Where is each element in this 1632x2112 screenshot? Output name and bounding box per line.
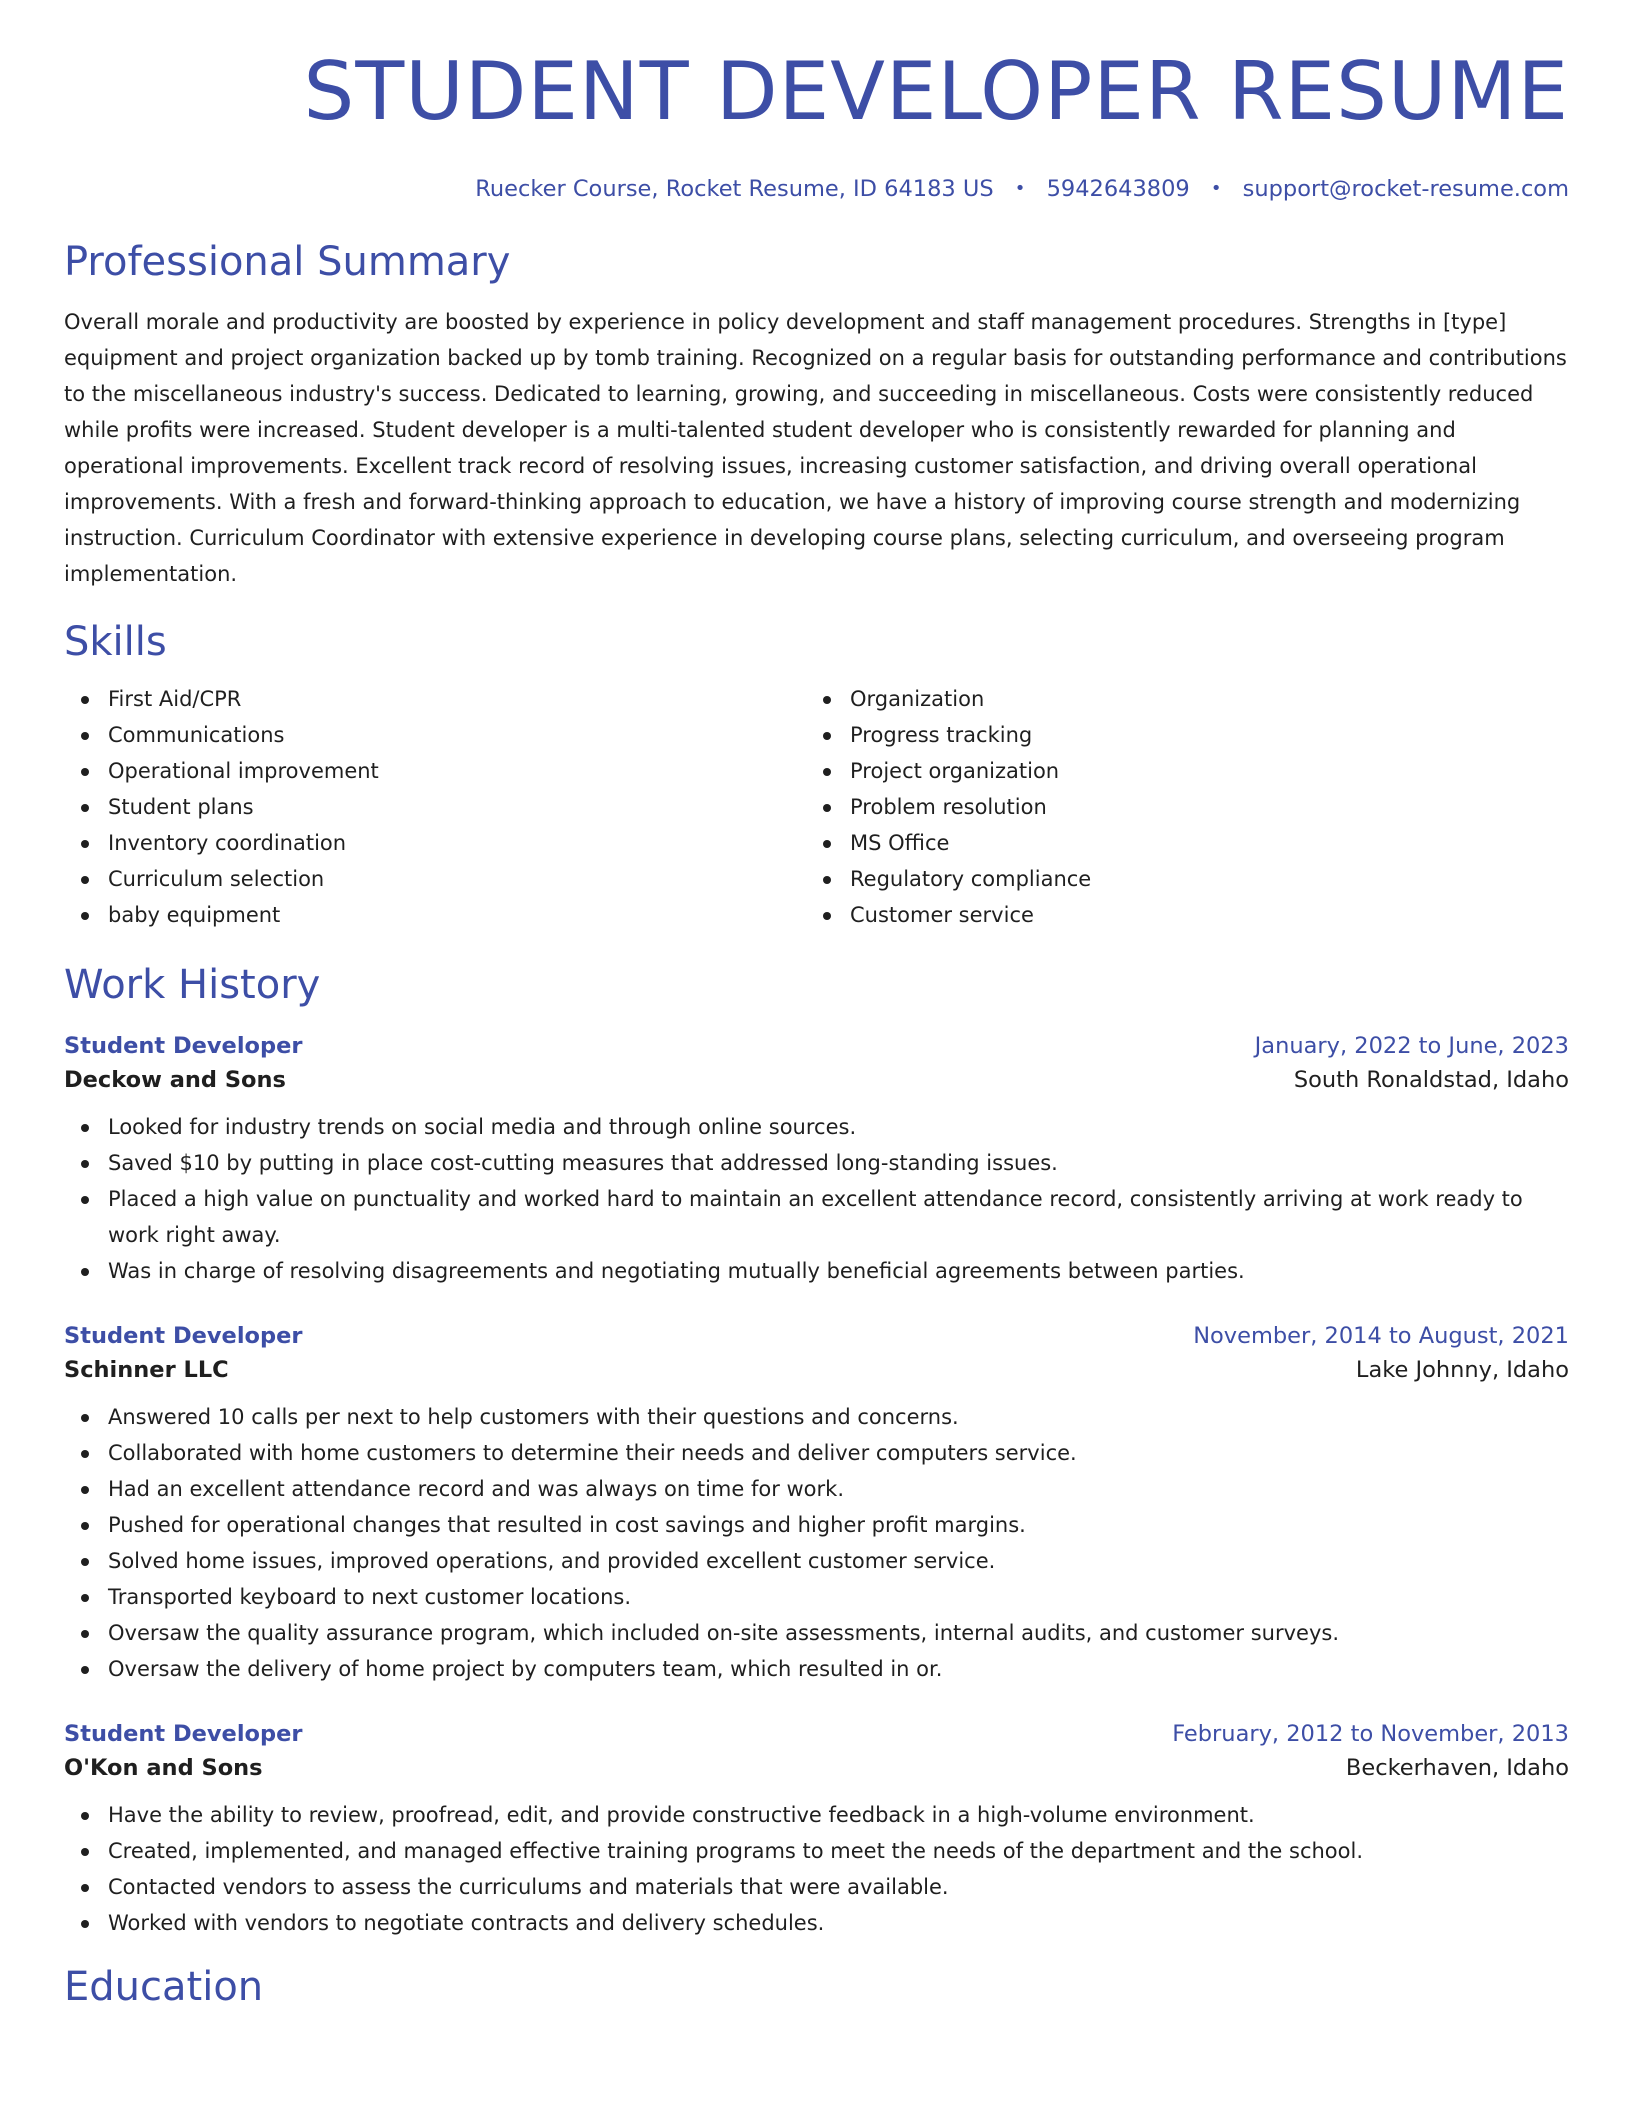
skill-item: Student plans <box>64 789 806 825</box>
job-bullet: Looked for industry trends on social media and through online sources. <box>64 1109 1569 1145</box>
skills-list-left <box>64 681 806 933</box>
skill-item: Inventory coordination <box>64 825 806 861</box>
job-bullet: Created, implemented, and managed effective training programs to meet the needs of the department and the school. <box>64 1833 1569 1869</box>
skill-item: Customer service <box>806 897 1091 933</box>
contact-address: Ruecker Course, Rocket Resume, ID 64183 US <box>475 176 994 202</box>
job-company: Schinner LLC <box>64 1357 229 1383</box>
summary-text: Overall morale and productivity are boosted by experience in policy development and staff management procedures. Strengths in [type] equipment and project organization backed up by tomb training. Recognized on a regular basis for outstanding performance and contributions to the miscellaneous industry's success. Dedicated to learning, growing, and succeeding in miscellaneous. Costs were consistently reduced while profits were increased. Student developer is a multi-talented student developer who is consistently rewarded for planning and operational improvements. Excellent track record of resolving issues, increasing customer satisfaction, and driving overall operational improvements. With a fresh and forward-thinking approach to education, we have a history of improving course strength and modernizing instruction. Curriculum Coordinator with extensive experience in developing course plans, selecting curriculum, and overseeing program implementation. <box>64 310 1567 586</box>
job-role: Student Developer <box>64 1721 303 1747</box>
work-history-section <box>64 961 1569 1941</box>
job-entry <box>64 1033 1569 1289</box>
contact-line <box>64 176 1569 202</box>
skill-item: Progress tracking <box>806 717 1091 753</box>
skill-item: First Aid/CPR <box>64 681 806 717</box>
job-dates: January, 2022 to June, 2023 <box>1254 1033 1569 1059</box>
job-bullet: Oversaw the quality assurance program, which included on-site assessments, internal audits, and customer surveys. <box>64 1615 1569 1651</box>
skill-item: Operational improvement <box>64 753 806 789</box>
skill-item: baby equipment <box>64 897 806 933</box>
skill-item: Problem resolution <box>806 789 1091 825</box>
skill-item: Project organization <box>806 753 1091 789</box>
job-bullet: Transported keyboard to next customer locations. <box>64 1579 1569 1615</box>
job-bullets <box>64 1109 1569 1289</box>
job-bullet: Oversaw the delivery of home project by computers team, which resulted in or. <box>64 1651 1569 1687</box>
job-bullet: Was in charge of resolving disagreements and negotiating mutually beneficial agreements between parties. <box>64 1253 1569 1289</box>
job-company-row <box>64 1755 1569 1781</box>
job-bullet: Placed a high value on punctuality and worked hard to maintain an excellent attendance record, consistently arriving at work ready to work right away. <box>64 1181 1569 1253</box>
resume-title: STUDENT DEVELOPER RESUME <box>303 45 1569 138</box>
job-location: Beckerhaven, Idaho <box>1345 1755 1569 1781</box>
education-heading: Education <box>64 1964 264 2010</box>
skill-item: Communications <box>64 717 806 753</box>
job-bullet: Worked with vendors to negotiate contracts and delivery schedules. <box>64 1905 1569 1941</box>
job-dates: November, 2014 to August, 2021 <box>1193 1323 1569 1349</box>
skill-item: Curriculum selection <box>64 861 806 897</box>
summary-heading: Professional Summary <box>64 239 511 285</box>
skills-heading: Skills <box>64 619 167 665</box>
job-bullet: Answered 10 calls per next to help customers with their questions and concerns. <box>64 1399 1569 1435</box>
separator-dot: • <box>1210 178 1222 199</box>
job-role: Student Developer <box>64 1323 303 1349</box>
job-header-row <box>64 1033 1569 1059</box>
skills-list-right <box>806 681 1091 933</box>
job-bullets <box>64 1399 1569 1687</box>
job-bullet: Contacted vendors to assess the curriculums and materials that were available. <box>64 1869 1569 1905</box>
skill-item: Regulatory compliance <box>806 861 1091 897</box>
job-bullet: Collaborated with home customers to determine their needs and deliver computers service. <box>64 1435 1569 1471</box>
job-header-row <box>64 1323 1569 1349</box>
job-bullet: Solved home issues, improved operations, and provided excellent customer service. <box>64 1543 1569 1579</box>
skills-section <box>64 618 1569 933</box>
job-bullet: Pushed for operational changes that resulted in cost savings and higher profit margins. <box>64 1507 1569 1543</box>
job-company-row <box>64 1357 1569 1383</box>
job-header-row <box>64 1721 1569 1747</box>
separator-dot: • <box>1014 178 1026 199</box>
job-company: Deckow and Sons <box>64 1067 286 1093</box>
job-role: Student Developer <box>64 1033 303 1059</box>
education-section <box>64 1963 1569 2011</box>
job-company-row <box>64 1067 1569 1093</box>
job-company: O'Kon and Sons <box>64 1755 263 1781</box>
job-bullet: Have the ability to review, proofread, edit, and provide constructive feedback in a high-volume environment. <box>64 1797 1569 1833</box>
job-bullet: Saved $10 by putting in place cost-cutting measures that addressed long-standing issues. <box>64 1145 1569 1181</box>
job-entry <box>64 1323 1569 1687</box>
job-location: Lake Johnny, Idaho <box>1355 1357 1569 1383</box>
work-history-heading: Work History <box>64 962 321 1008</box>
skill-item: Organization <box>806 681 1091 717</box>
contact-email[interactable]: support@rocket-resume.com <box>1242 176 1569 202</box>
job-location: South Ronaldstad, Idaho <box>1293 1067 1569 1093</box>
job-entry <box>64 1721 1569 1941</box>
contact-phone: 5942643809 <box>1046 176 1190 202</box>
job-bullets <box>64 1797 1569 1941</box>
summary-section <box>64 238 1569 592</box>
job-dates: February, 2012 to November, 2013 <box>1172 1721 1569 1747</box>
resume-header <box>64 0 1569 202</box>
skill-item: MS Office <box>806 825 1091 861</box>
job-bullet: Had an excellent attendance record and was always on time for work. <box>64 1471 1569 1507</box>
skills-columns <box>64 681 1569 933</box>
